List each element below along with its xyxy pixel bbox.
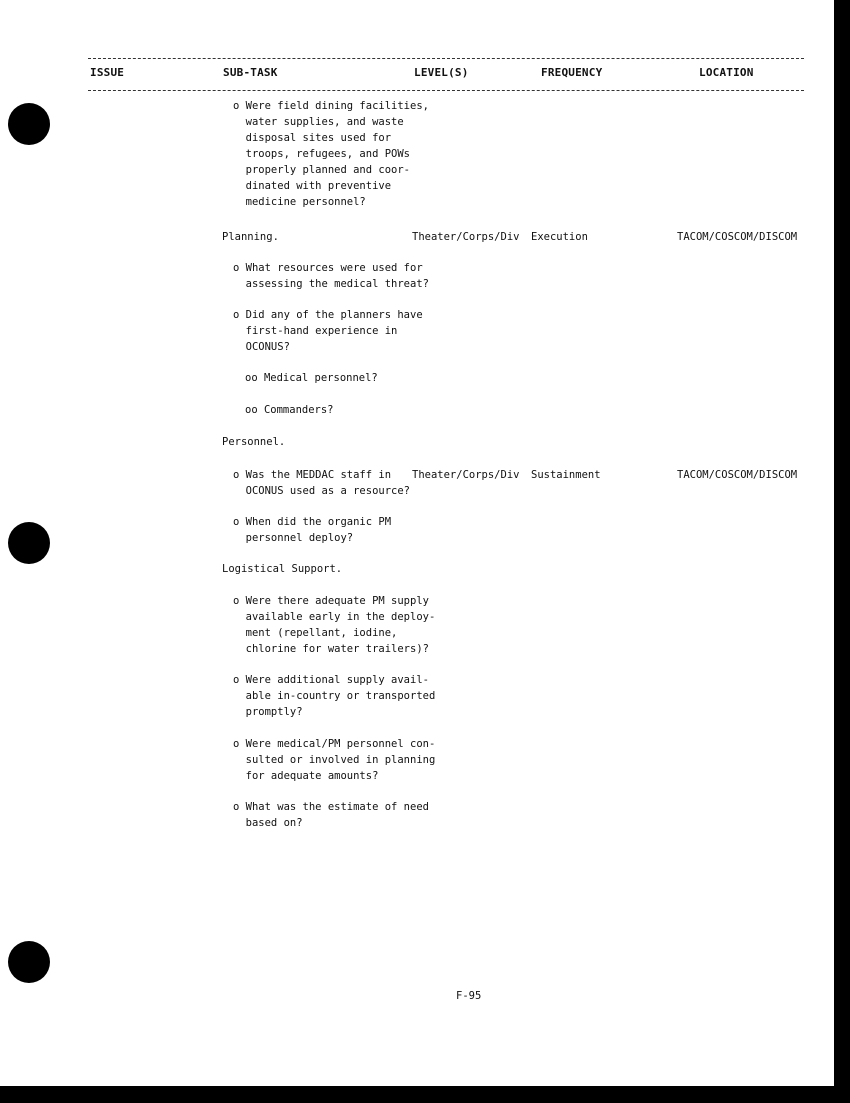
binder-hole-bottom [8,941,50,983]
question-additional-supply: o Were additional supply avail- able in-country or transported promptly? [233,674,436,718]
section-heading-personnel: Personnel. [222,436,286,448]
subquestion-medical-personnel: oo Medical personnel? [245,372,378,384]
question-planners-experience: o Did any of the planners have first-hand experience in OCONUS? [233,309,423,353]
meddac-location: TACOM/COSCOM/DISCOM [677,469,798,481]
question-field-dining: o Were field dining facilities, water supplies, and waste disposal sites used for troops, refugees, and POWs properly planned and coor- dinated with preventive medicine personnel? [233,100,429,208]
header-rule-bottom [88,90,804,91]
column-header-levels: LEVEL(S) [414,66,469,79]
meddac-level: Theater/Corps/Div [412,469,520,481]
binder-hole-top [8,103,50,145]
column-header-location: LOCATION [699,66,754,79]
question-resources: o What resources were used for assessing the medical threat? [233,262,429,290]
planning-location: TACOM/COSCOM/DISCOM [677,231,798,243]
section-heading-planning: Planning. [222,231,279,243]
question-estimate-of-need: o What was the estimate of need based on? [233,801,429,829]
column-header-frequency: FREQUENCY [541,66,603,79]
page-number: F-95 [456,990,482,1002]
subquestion-commanders: oo Commanders? [245,404,334,416]
planning-level: Theater/Corps/Div [412,231,520,243]
question-pm-supply: o Were there adequate PM supply available early in the deploy- ment (repellant, iodine, chlorine for water trailers)? [233,595,436,655]
section-heading-logistical-support: Logistical Support. [222,563,343,575]
meddac-frequency: Sustainment [531,469,601,481]
question-organic-pm-deploy: o When did the organic PM personnel deploy? [233,516,392,544]
planning-frequency: Execution [531,231,588,243]
binder-hole-middle [8,522,50,564]
scan-border-right [834,0,850,1103]
question-consulted-planning: o Were medical/PM personnel con- sulted or involved in planning for adequate amounts? [233,738,436,782]
question-meddac-staff: o Was the MEDDAC staff in OCONUS used as a resource? [233,469,411,497]
header-rule-top [88,58,804,59]
scan-border-bottom [0,1086,850,1103]
column-header-issue: ISSUE [90,66,125,79]
column-header-subtask: SUB-TASK [223,66,278,79]
